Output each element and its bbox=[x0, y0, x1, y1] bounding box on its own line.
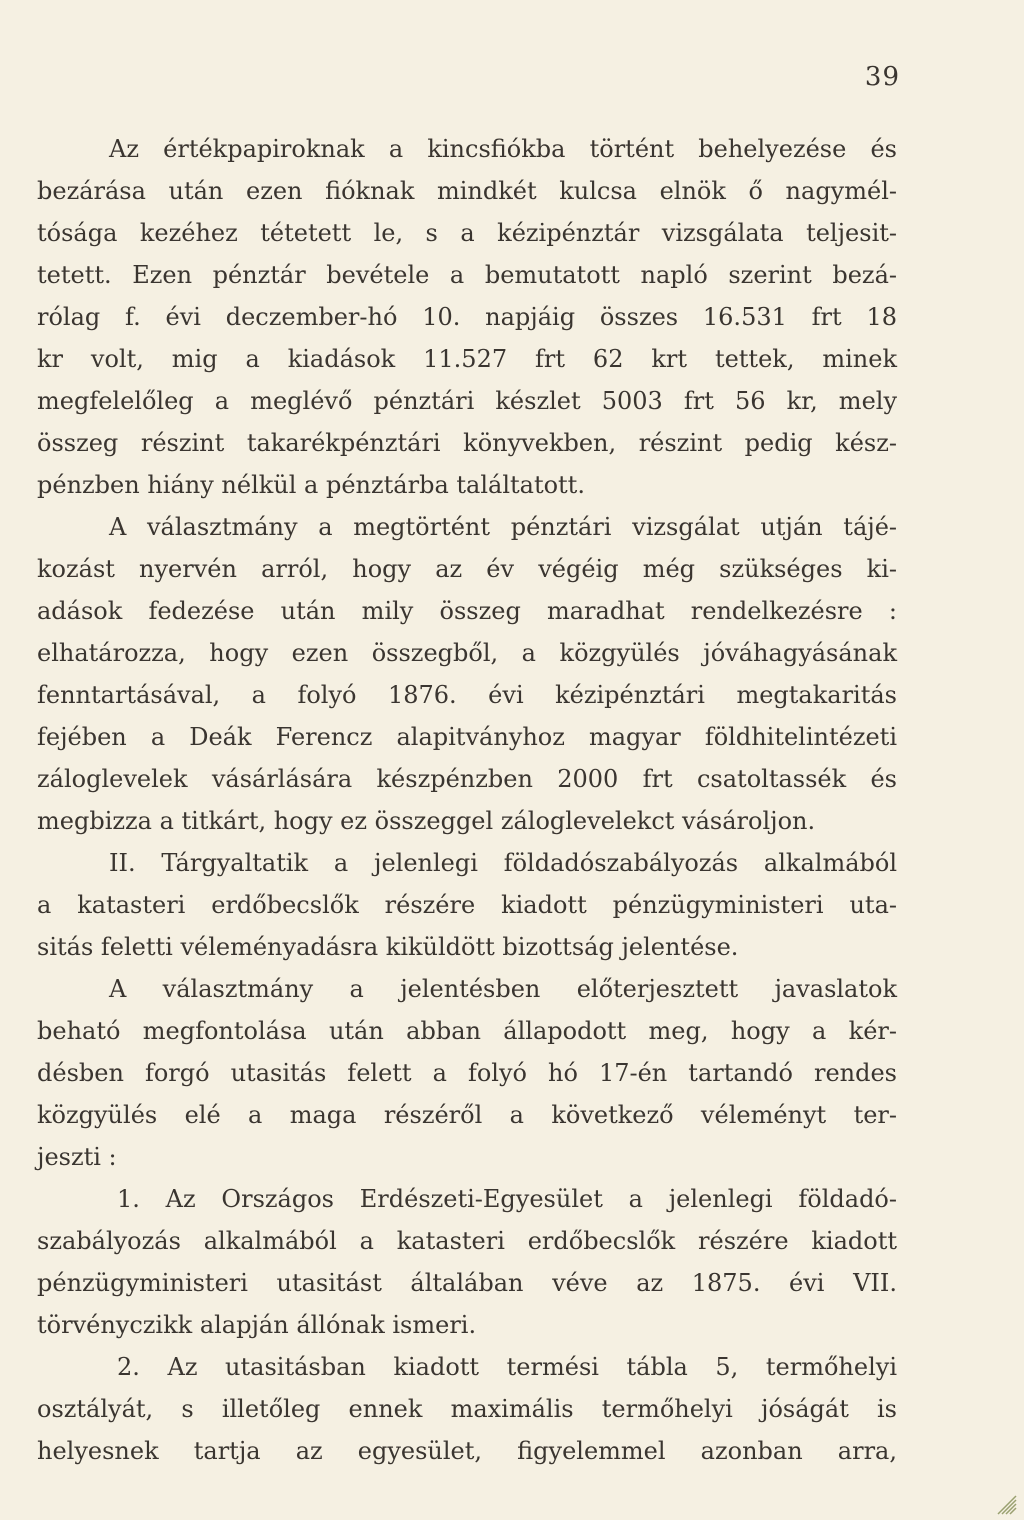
text-line: megfelelőleg a meglévő pénztári készlet 5003 frt 56 kr, mely bbox=[37, 387, 897, 415]
text-line: fejében a Deák Ferencz alapitványhoz magyar földhitelintézeti bbox=[37, 723, 897, 751]
page-number: 39 bbox=[864, 62, 900, 92]
text-line: törvényczikk alapján állónak ismeri. bbox=[37, 1311, 477, 1339]
scan-corner-mark bbox=[996, 1494, 1018, 1516]
text-line: összeg részint takarékpénztári könyvekben, részint pedig kész- bbox=[37, 429, 897, 457]
text-line: sitás feletti véleményadásra kiküldött bizottság jelentése. bbox=[37, 933, 739, 961]
text-line: záloglevelek vásárlására készpénzben 2000 frt csatoltassék és bbox=[37, 765, 897, 793]
text-line: pénzben hiány nélkül a pénztárba találtatott. bbox=[37, 471, 585, 499]
text-line: helyesnek tartja az egyesület, figyelemmel azonban arra, bbox=[37, 1437, 897, 1465]
text-line: A választmány a jelentésben előterjesztett javaslatok bbox=[109, 975, 897, 1003]
text-line: szabályozás alkalmából a katasteri erdőbecslők részére kiadott bbox=[37, 1227, 897, 1255]
text-line: fenntartásával, a folyó 1876. évi kézipénztári megtakaritás bbox=[37, 681, 897, 709]
text-line: kozást nyervén arról, hogy az év végéig még szükséges ki- bbox=[37, 555, 897, 583]
text-line: II. Tárgyaltatik a jelenlegi földadószabályozás alkalmából bbox=[109, 849, 897, 877]
text-line: közgyülés elé a maga részéről a következő véleményt ter- bbox=[37, 1101, 897, 1129]
text-line: elhatározza, hogy ezen összegből, a közgyülés jóváhagyásának bbox=[37, 639, 897, 667]
text-line: tetett. Ezen pénztár bevétele a bemutatott napló szerint bezá- bbox=[37, 261, 897, 289]
text-line: désben forgó utasitás felett a folyó hó 17-én tartandó rendes bbox=[37, 1059, 897, 1087]
text-line: jeszti : bbox=[37, 1143, 117, 1171]
text-line: bezárása után ezen fióknak mindkét kulcsa elnök ő nagymél- bbox=[37, 177, 897, 205]
text-line: rólag f. évi deczember-hó 10. napjáig összes 16.531 frt 18 bbox=[37, 303, 897, 331]
text-line: kr volt, mig a kiadások 11.527 frt 62 krt tettek, minek bbox=[37, 345, 897, 373]
text-line: tósága kezéhez tétetett le, s a kézipénztár vizsgálata teljesit- bbox=[37, 219, 897, 247]
text-line: Az értékpapiroknak a kincsfiókba történt behelyezése és bbox=[109, 135, 897, 163]
text-line: osztályát, s illetőleg ennek maximális termőhelyi jóságát is bbox=[37, 1395, 897, 1423]
text-line: pénzügyministeri utasitást általában véve az 1875. évi VII. bbox=[37, 1269, 897, 1297]
text-line: beható megfontolása után abban állapodott meg, hogy a kér- bbox=[37, 1017, 897, 1045]
text-line: 1. Az Országos Erdészeti-Egyesület a jelenlegi földadó- bbox=[117, 1185, 897, 1213]
text-line: A választmány a megtörtént pénztári vizsgálat utján tájé- bbox=[109, 513, 897, 541]
text-line: megbizza a titkárt, hogy ez összeggel záloglevelekct vásároljon. bbox=[37, 807, 816, 835]
text-line: adások fedezése után mily összeg maradhat rendelkezésre : bbox=[37, 597, 897, 625]
body-text bbox=[37, 128, 897, 1472]
text-line: 2. Az utasitásban kiadott termési tábla 5, termőhelyi bbox=[117, 1353, 897, 1381]
text-line: a katasteri erdőbecslők részére kiadott pénzügyministeri uta- bbox=[37, 891, 897, 919]
